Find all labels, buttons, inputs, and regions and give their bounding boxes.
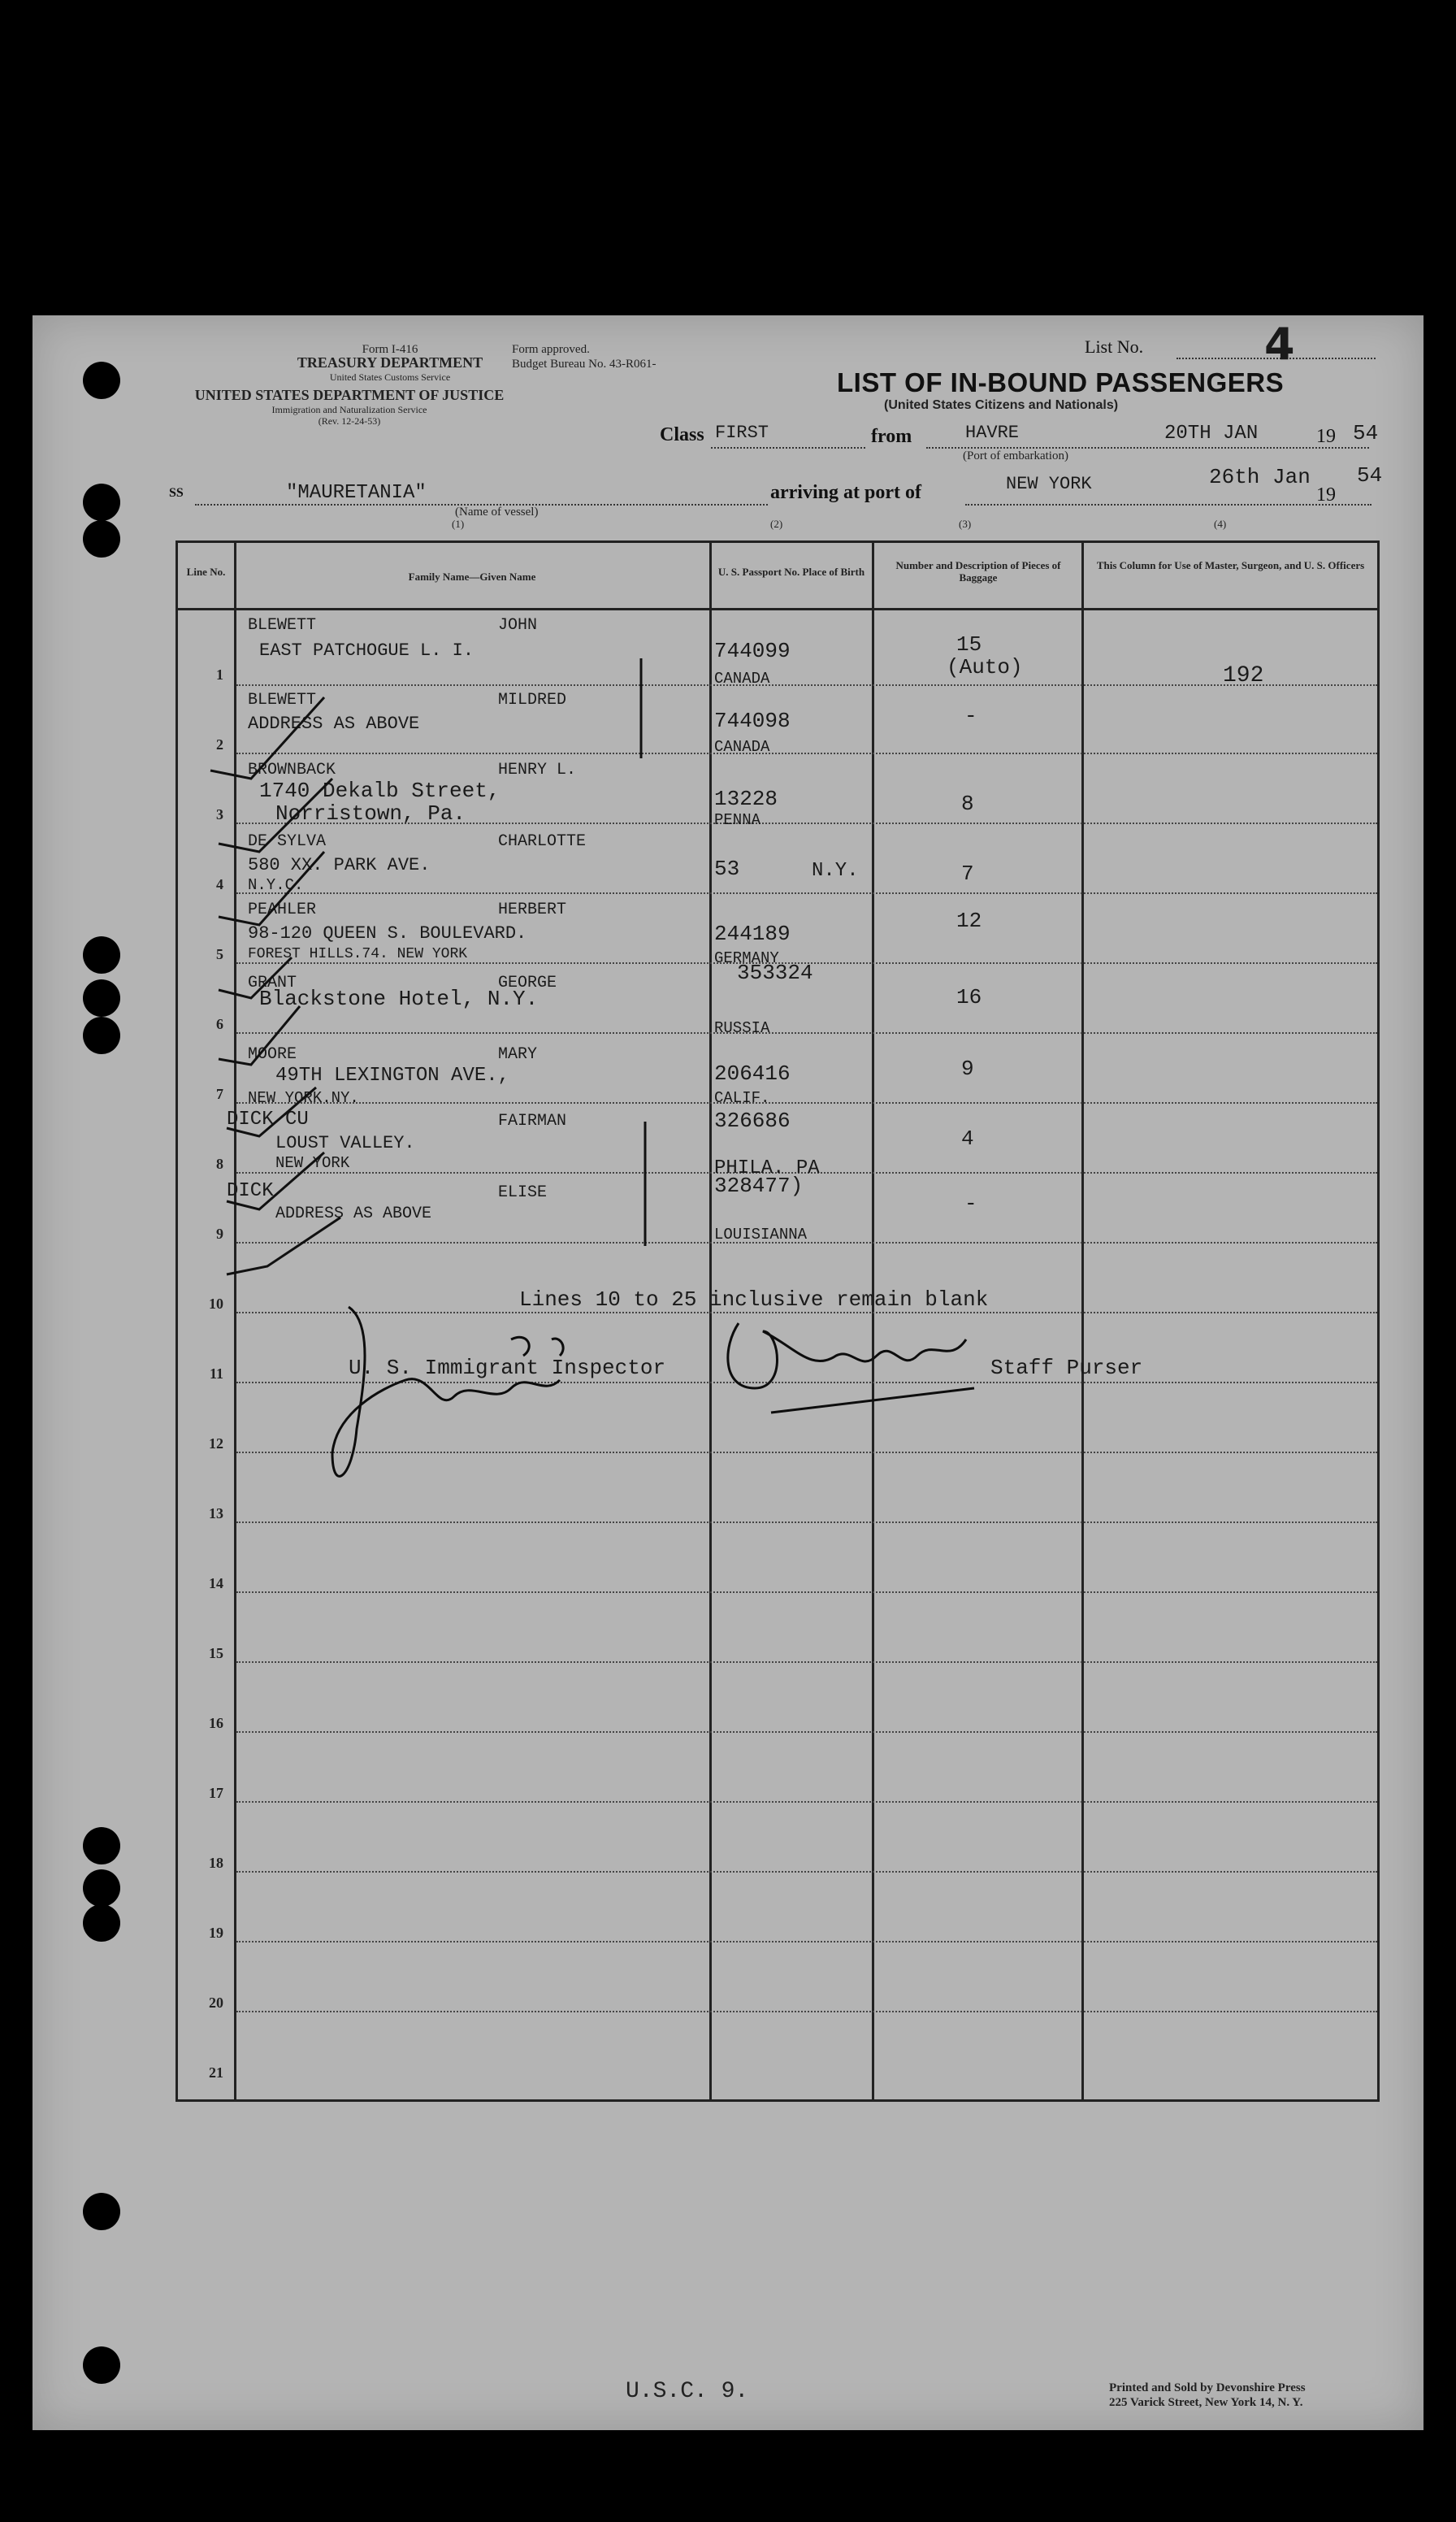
- from-port: HAVRE: [965, 423, 1020, 443]
- handwritten-bracket-1: [637, 657, 645, 762]
- row-rule: [236, 2011, 1377, 2012]
- row-rule: [236, 1941, 1377, 1943]
- line-number: 12: [209, 1435, 223, 1452]
- place-of-birth: GERMANY: [714, 949, 779, 967]
- check-marks: [202, 649, 381, 1283]
- line-number: 8: [216, 1156, 223, 1172]
- passport-number: 244189: [714, 922, 791, 946]
- passenger-table: [176, 540, 1380, 2102]
- line-number: 6: [216, 1016, 223, 1032]
- handwritten-bracket-2: [641, 1120, 649, 1250]
- baggage-count: 4: [961, 1126, 974, 1151]
- passport-number: 326686: [714, 1109, 791, 1133]
- row-rule: [236, 1731, 1377, 1733]
- binder-hole: [83, 1827, 120, 1864]
- given-name: HENRY L.: [498, 761, 577, 779]
- form-approved: Form approved.: [512, 343, 590, 356]
- passport-number: 13228: [714, 787, 778, 811]
- vessel-name: "MAURETANIA": [286, 482, 427, 504]
- family-name: DICK: [227, 1180, 274, 1202]
- row-rule: [236, 892, 1377, 894]
- family-name: DICK CU: [227, 1109, 309, 1131]
- row-rule: [236, 1801, 1377, 1803]
- line-number: 17: [209, 1785, 223, 1801]
- arrival-date: 26th Jan: [1209, 465, 1311, 489]
- col-divider: [709, 543, 712, 2099]
- baggage-count: 7: [961, 862, 974, 886]
- baggage-count: 12: [956, 909, 982, 933]
- from-line: [926, 447, 1369, 449]
- address-line: Norristown, Pa.: [275, 801, 466, 826]
- binder-hole: [83, 484, 120, 521]
- row-rule: [236, 1591, 1377, 1593]
- address-line: 580 XX. PARK AVE.: [248, 855, 431, 875]
- ins-service: Immigration and Naturalization Service: [271, 404, 427, 415]
- binder-hole: [83, 1869, 120, 1907]
- from-year: 54: [1353, 421, 1379, 445]
- col-num-1: (1): [452, 518, 465, 530]
- place-of-birth: CANADA: [714, 738, 770, 756]
- class-label: Class: [660, 424, 704, 445]
- vessel-caption: (Name of vessel): [455, 506, 539, 519]
- line-number: 21: [209, 2064, 223, 2081]
- family-name: GRANT: [248, 974, 297, 992]
- line-number: 10: [209, 1296, 223, 1312]
- line-number: 11: [209, 1365, 223, 1382]
- row-rule: [236, 1102, 1377, 1104]
- customs-service: United States Customs Service: [329, 371, 451, 383]
- binder-hole: [83, 979, 120, 1017]
- printer-line-2: 225 Varick Street, New York 14, N. Y.: [1109, 2396, 1303, 2409]
- given-name: MILDRED: [498, 691, 567, 710]
- address-line: NEW YORK.NY.: [248, 1089, 359, 1107]
- class-value: FIRST: [715, 423, 769, 443]
- passport-number: 744099: [714, 639, 791, 663]
- inspector-label: U. S. Immigrant Inspector: [349, 1356, 666, 1380]
- arriving-label: arriving at port of: [770, 482, 921, 503]
- place-of-birth: PENNA: [714, 811, 761, 829]
- line-number: 1: [216, 666, 223, 683]
- purser-label: Staff Purser: [990, 1356, 1143, 1380]
- header-rule: [178, 608, 1377, 610]
- col-baggage: Number and Description of Pieces of Baggage: [895, 559, 1061, 584]
- address-line: ADDRESS AS ABOVE: [248, 714, 420, 734]
- binder-hole: [83, 2193, 120, 2230]
- passport-number: 328477): [714, 1174, 804, 1198]
- line-number: 2: [216, 736, 223, 753]
- list-number: 4: [1264, 319, 1295, 370]
- printer-line-1: Printed and Sold by Devonshire Press: [1109, 2381, 1306, 2394]
- officer-note: 192: [1223, 663, 1264, 688]
- form-title: LIST OF IN-BOUND PASSENGERS: [837, 367, 1285, 397]
- address-line: LOUST VALLEY.: [275, 1133, 415, 1153]
- list-no-label: List No.: [1085, 336, 1144, 357]
- row-rule: [236, 1032, 1377, 1034]
- line-number: 4: [216, 876, 223, 892]
- address-line: FOREST HILLS.74. NEW YORK: [248, 946, 468, 962]
- given-name: MARY: [498, 1045, 538, 1064]
- family-name: PEAHLER: [248, 901, 317, 919]
- binder-hole: [83, 1904, 120, 1942]
- ss-label: SS: [169, 486, 184, 500]
- form-code: U.S.C. 9.: [626, 2379, 749, 2404]
- family-name: DE SYLVA: [248, 832, 327, 851]
- address-line: 98-120 QUEEN S. BOULEVARD.: [248, 923, 527, 944]
- from-date: 20TH JAN: [1164, 423, 1259, 445]
- baggage-count: -: [964, 1192, 977, 1216]
- line-number: 14: [209, 1575, 223, 1591]
- treasury-dept: TREASURY DEPARTMENT: [297, 354, 483, 371]
- family-name: BROWNBACK: [248, 761, 336, 779]
- baggage-count: 8: [961, 792, 974, 816]
- col-num-2: (2): [770, 518, 783, 530]
- place-of-birth: PHILA. PA: [714, 1157, 820, 1179]
- address-line: EAST PATCHOGUE L. I.: [259, 640, 474, 661]
- place-of-birth: CALIF.: [714, 1089, 770, 1107]
- passport-number: 206416: [714, 1061, 791, 1086]
- given-name: HERBERT: [498, 901, 567, 919]
- class-line: [711, 447, 865, 449]
- arrival-year-prefix: 19: [1316, 484, 1336, 506]
- row-rule: [236, 753, 1377, 754]
- address-line: 1740 Dekalb Street,: [259, 779, 500, 803]
- blank-lines-note: Lines 10 to 25 inclusive remain blank: [519, 1287, 989, 1312]
- given-name: CHARLOTTE: [498, 832, 587, 851]
- passport-number: 53: [714, 857, 740, 881]
- given-name: GEORGE: [498, 974, 557, 992]
- from-year-prefix: 19: [1316, 426, 1336, 447]
- given-name: FAIRMAN: [498, 1112, 567, 1131]
- col-divider: [1081, 543, 1084, 2099]
- col-passport: U. S. Passport No. Place of Birth: [717, 566, 865, 578]
- address-line: ADDRESS AS ABOVE: [275, 1205, 432, 1223]
- baggage-count: 9: [961, 1057, 974, 1081]
- place-of-birth: RUSSIA: [714, 1019, 770, 1037]
- row-rule: [236, 1871, 1377, 1873]
- baggage-count: -: [964, 704, 977, 728]
- line-number: 7: [216, 1086, 223, 1102]
- address-line: Blackstone Hotel, N.Y.: [259, 987, 539, 1011]
- line-number: 18: [209, 1855, 223, 1871]
- family-name: MOORE: [248, 1045, 297, 1064]
- col-num-3: (3): [959, 518, 972, 530]
- address-line: 49TH LEXINGTON AVE.,: [275, 1065, 510, 1087]
- purser-signature: [714, 1299, 990, 1421]
- address-line: N.Y.C.: [248, 876, 304, 894]
- baggage-note: (Auto): [947, 655, 1023, 679]
- line-number: 5: [216, 946, 223, 962]
- given-name: JOHN: [498, 616, 538, 635]
- baggage-count: 16: [956, 985, 982, 1009]
- arrival-port: NEW YORK: [1006, 474, 1092, 494]
- budget-bureau: Budget Bureau No. 43-R061-: [512, 358, 656, 371]
- port-caption: (Port of embarkation): [963, 449, 1068, 462]
- line-number: 9: [216, 1226, 223, 1242]
- family-name: BLEWETT: [248, 691, 317, 710]
- arrival-year: 54: [1357, 463, 1383, 488]
- row-rule: [236, 1661, 1377, 1663]
- passport-number: 744098: [714, 709, 791, 733]
- place-of-birth: CANADA: [714, 670, 770, 688]
- col-name: Family Name—Given Name: [408, 571, 536, 583]
- row-rule: [236, 1521, 1377, 1523]
- inspector-signature: [316, 1291, 625, 1502]
- address-line: NEW YORK: [275, 1154, 350, 1172]
- place-of-birth: N.Y.: [812, 860, 859, 882]
- form-number: Form I-416: [362, 343, 418, 356]
- binder-hole: [83, 936, 120, 974]
- line-number: 13: [209, 1505, 223, 1521]
- binder-hole: [83, 2346, 120, 2384]
- line-number: 20: [209, 1995, 223, 2011]
- col-line-no: Line No.: [186, 566, 226, 578]
- from-label: from: [871, 426, 912, 447]
- binder-hole: [83, 362, 120, 399]
- arrival-line: [965, 504, 1372, 506]
- given-name: ELISE: [498, 1183, 548, 1202]
- baggage-count: 15: [956, 632, 982, 657]
- line-number: 19: [209, 1925, 223, 1941]
- place-of-birth: LOUISIANNA: [714, 1226, 808, 1244]
- family-name: BLEWETT: [248, 616, 317, 635]
- justice-dept: UNITED STATES DEPARTMENT OF JUSTICE: [194, 387, 505, 403]
- line-number: 15: [209, 1645, 223, 1661]
- binder-hole: [83, 1017, 120, 1054]
- line-number: 16: [209, 1715, 223, 1731]
- line-number: 3: [216, 806, 223, 823]
- binder-hole: [83, 520, 120, 558]
- revision: (Rev. 12-24-53): [318, 415, 381, 427]
- col-num-4: (4): [1214, 518, 1227, 530]
- col-officers: This Column for Use of Master, Surgeon, and U. S. Officers: [1096, 559, 1365, 571]
- row-rule: [236, 684, 1377, 686]
- form-subtitle: (United States Citizens and Nationals): [884, 398, 1119, 412]
- passport-number: 353324: [737, 961, 813, 985]
